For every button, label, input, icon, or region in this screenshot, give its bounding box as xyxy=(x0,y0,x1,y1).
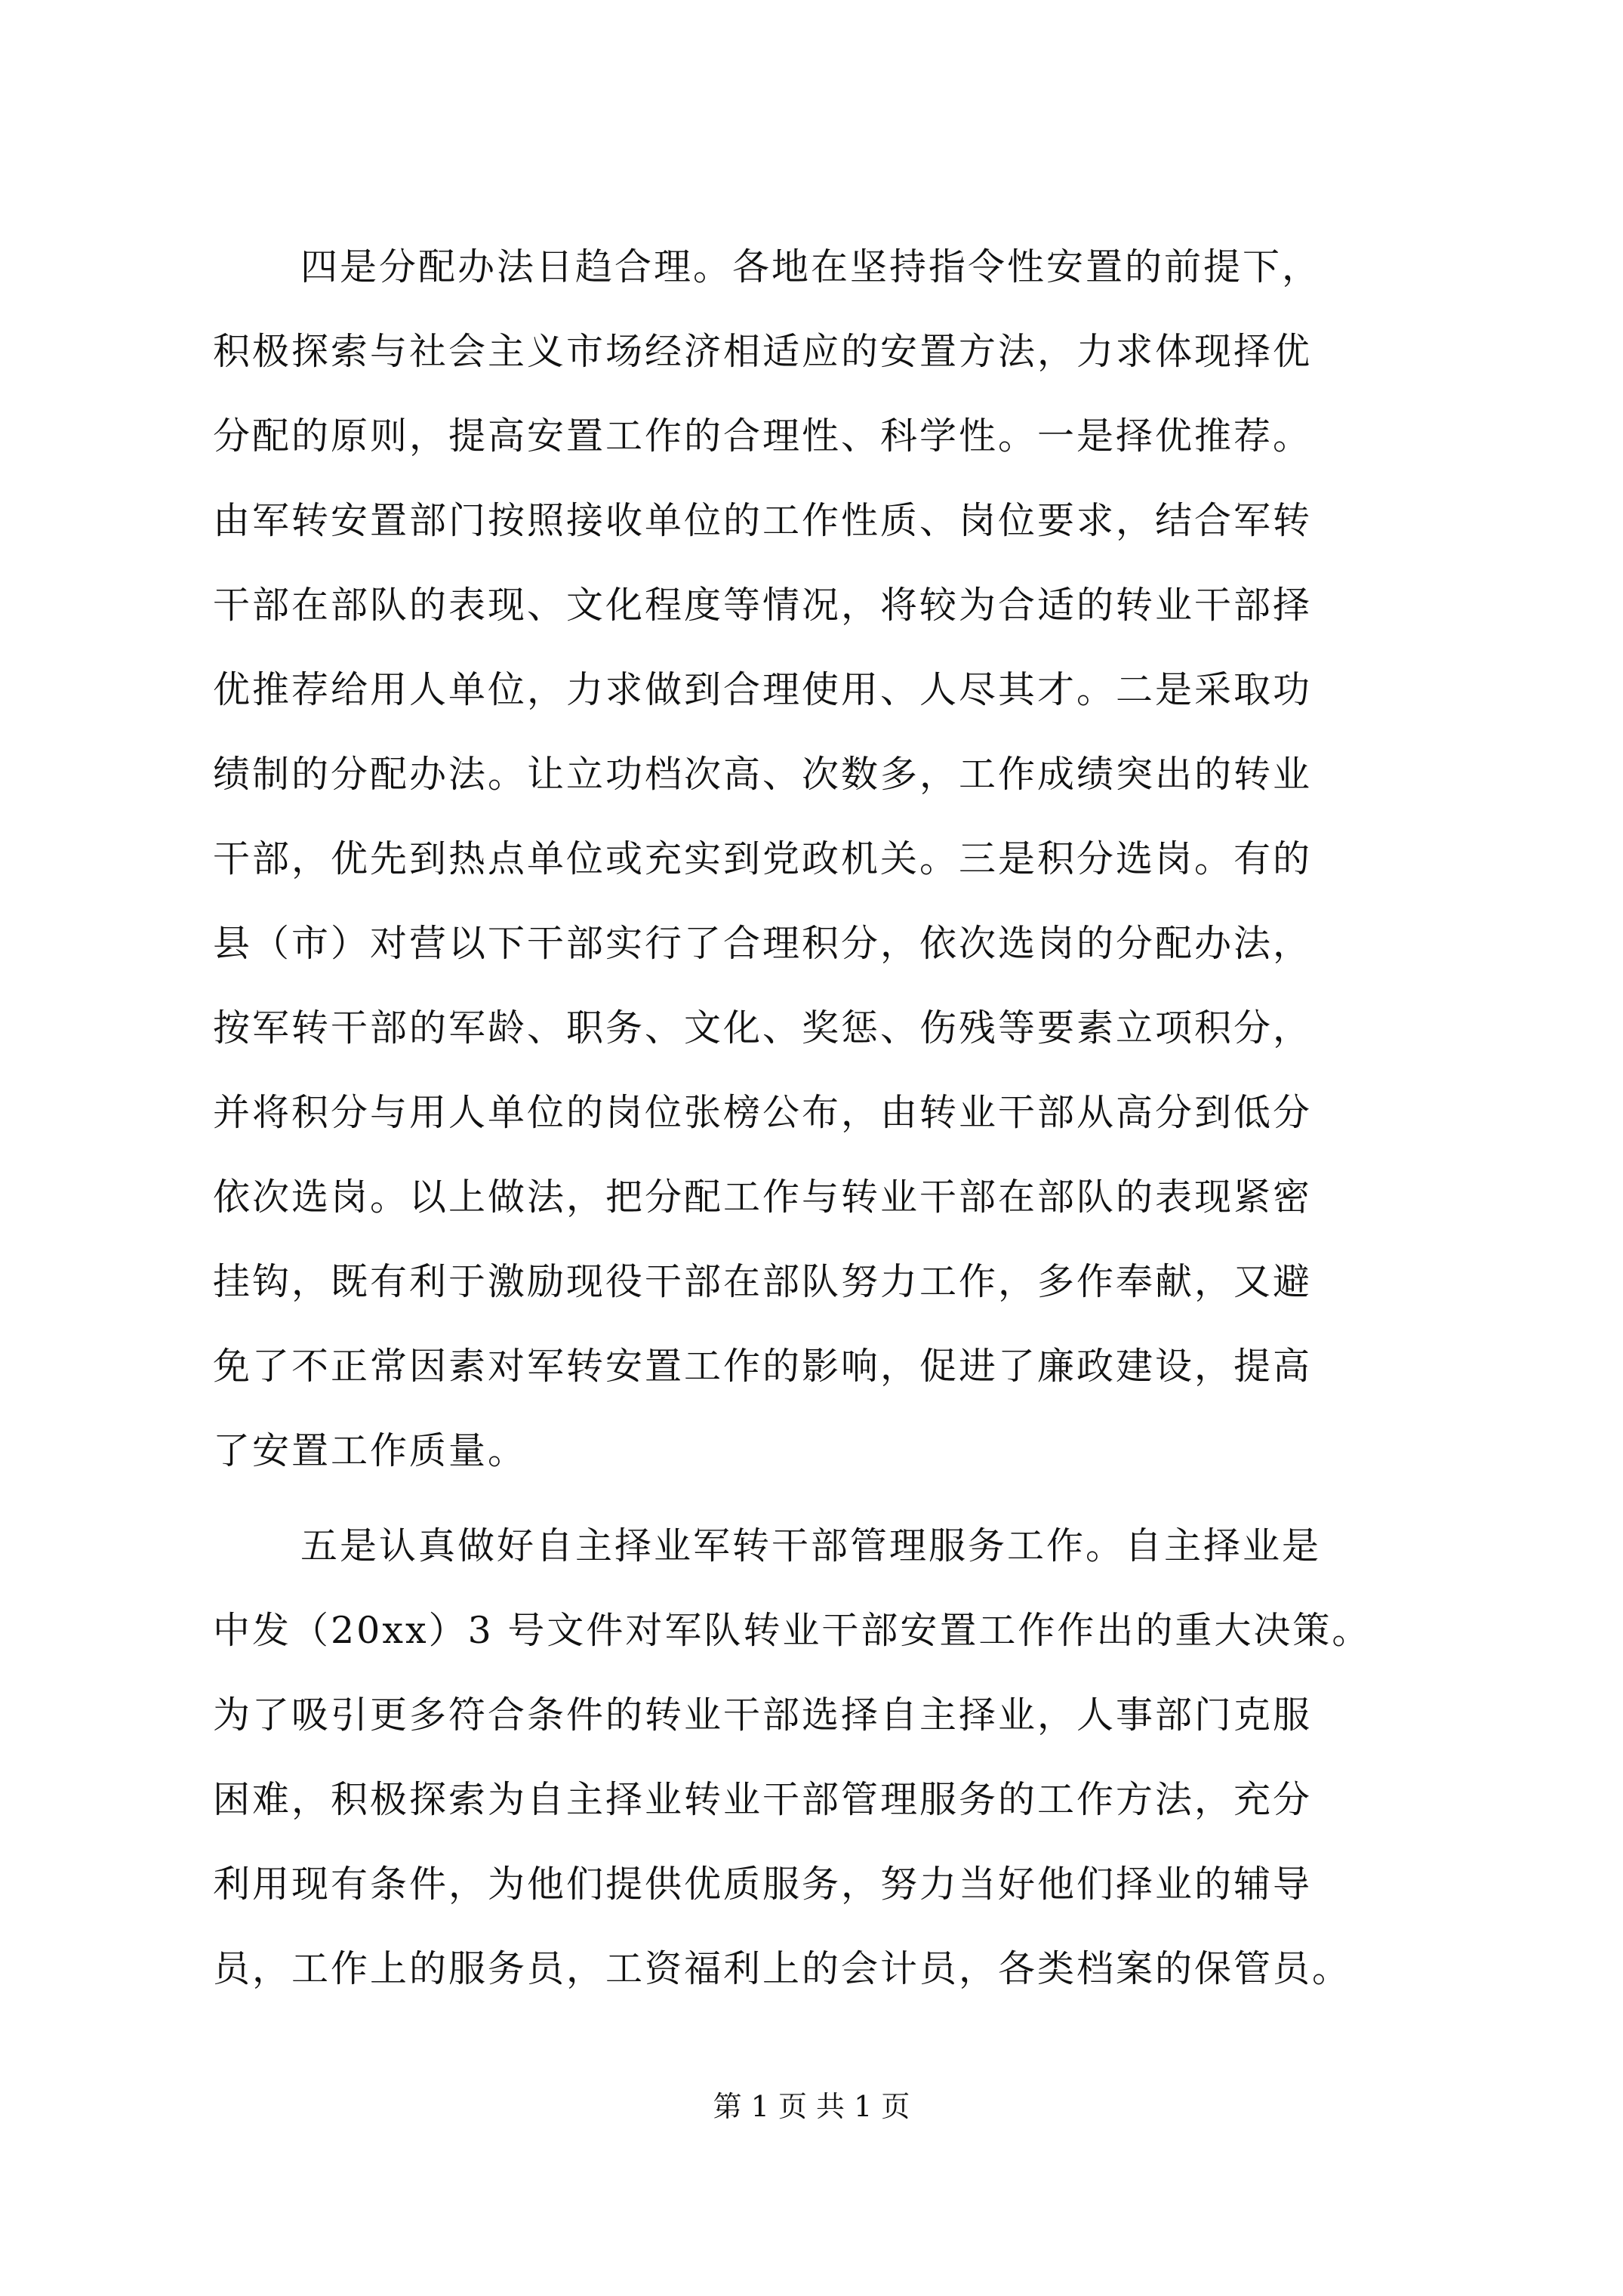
text-line: 困难，积极探索为自主择业转业干部管理服务的工作方法，充分 xyxy=(213,1778,1313,1821)
page-number: 第 1 页 共 1 页 xyxy=(713,2090,910,2123)
text-line: 四是分配办法日趋合理。各地在坚持指令性安置的前提下， xyxy=(300,245,1322,288)
text-line: 员，工作上的服务员，工资福利上的会计员，各类档案的保管员。 xyxy=(213,1947,1352,1990)
text-line: 为了吸引更多符合条件的转业干部选择自主择业，人事部门克服 xyxy=(213,1693,1313,1737)
text-line: 并将积分与用人单位的岗位张榜公布，由转业干部从高分到低分 xyxy=(213,1091,1313,1134)
text-line: 干部在部队的表现、文化程度等情况，将较为合适的转业干部择 xyxy=(213,584,1313,627)
text-line: 了安置工作质量。 xyxy=(213,1429,528,1472)
text-line: 中发（20xx）3 号文件对军队转业干部安置工作作出的重大决策。 xyxy=(213,1609,1372,1652)
text-line: 分配的原则，提高安置工作的合理性、科学性。一是择优推荐。 xyxy=(213,415,1313,458)
text-line: 挂钩，既有利于激励现役干部在部队努力工作，多作奉献，又避 xyxy=(213,1260,1313,1303)
text-line: 绩制的分配办法。让立功档次高、次数多，工作成绩突出的转业 xyxy=(213,753,1313,796)
text-line: 免了不正常因素对军转安置工作的影响，促进了廉政建设，提高 xyxy=(213,1345,1313,1388)
text-line: 依次选岗。以上做法，把分配工作与转业干部在部队的表现紧密 xyxy=(213,1176,1313,1219)
text-line: 五是认真做好自主择业军转干部管理服务工作。自主择业是 xyxy=(300,1524,1322,1567)
text-line: 县（市）对营以下干部实行了合理积分，依次选岗的分配办法， xyxy=(213,922,1313,965)
paragraph-4 xyxy=(213,225,1413,1493)
text-line: 由军转安置部门按照接收单位的工作性质、岗位要求，结合军转 xyxy=(213,499,1313,542)
text-line: 按军转干部的军龄、职务、文化、奖惩、伤残等要素立项积分， xyxy=(213,1006,1313,1049)
paragraph-5 xyxy=(213,1504,1413,2011)
document-body xyxy=(213,225,1413,2011)
paragraph-gap xyxy=(213,1493,1413,1504)
text-line: 优推荐给用人单位，力求做到合理使用、人尽其才。二是采取功 xyxy=(213,668,1313,711)
page-footer xyxy=(0,2084,1623,2129)
text-line: 利用现有条件，为他们提供优质服务，努力当好他们择业的辅导 xyxy=(213,1863,1313,1906)
text-line: 积极探索与社会主义市场经济相适应的安置方法，力求体现择优 xyxy=(213,330,1313,373)
text-line: 干部，优先到热点单位或充实到党政机关。三是积分选岗。有的 xyxy=(213,837,1313,880)
